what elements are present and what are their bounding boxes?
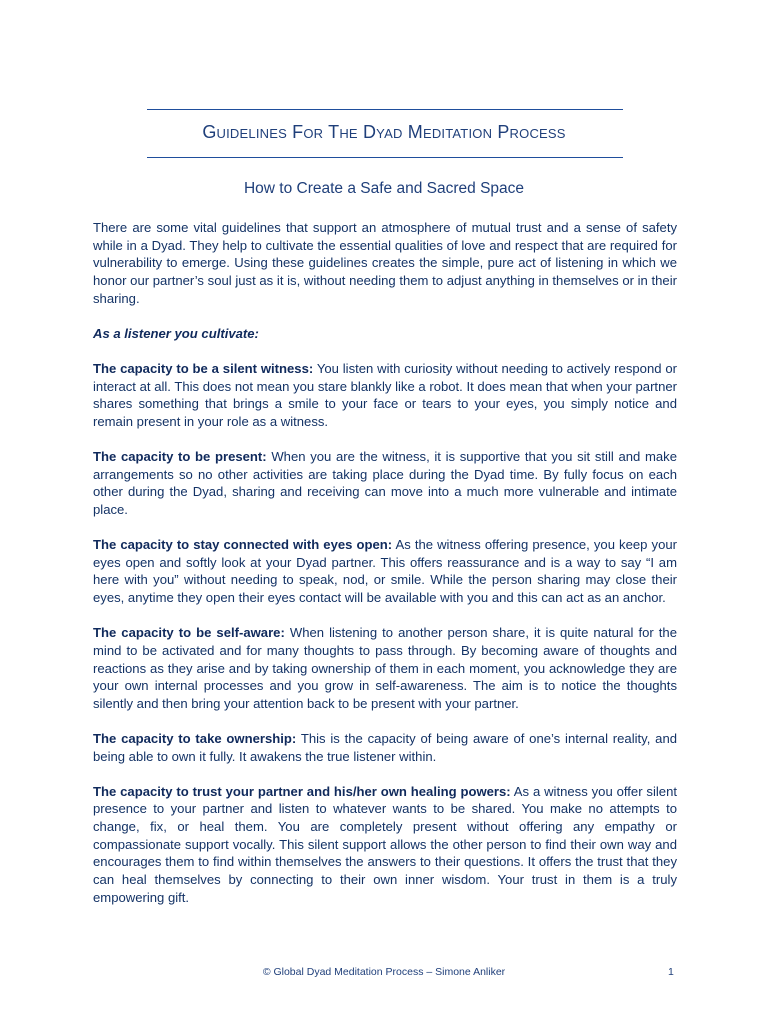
page-number: 1	[668, 966, 674, 978]
guideline-lead: The capacity to trust your partner and his/her own healing powers:	[93, 783, 511, 799]
guideline-paragraph-present	[93, 448, 677, 519]
guideline-paragraph-eyes-open	[93, 536, 677, 607]
guideline-text: You listen with curiosity without needing to actively respond or interact at all. This does not mean you stare blankly like a robot. It does mean that when your partner shares something that brings a smile to your face or tears to your eyes, you simply notice and remain present in your role as a witness.	[93, 360, 677, 429]
guideline-lead: The capacity to be self-aware:	[93, 625, 285, 641]
guideline-lead: The capacity to be a silent witness:	[93, 360, 314, 376]
guideline-text: When listening to another person share, it is quite natural for the mind to be activated and for many thoughts to pass through. By becoming aware of thoughts and reactions as they arise and by taking ownership of them in each moment, you acknowledge they are your own internal processes and you grow in self-awareness. The aim is to notice the thoughts silently and then bring your attention back to be present with your partner.	[93, 625, 677, 711]
title-top-rule	[147, 109, 623, 110]
guideline-paragraph-trust	[93, 783, 677, 907]
guideline-text: When you are the witness, it is supportive that you sit still and make arrangements so no other activities are taking place during the Dyad time. By fully focus on each other during the Dyad, sharing and receiving can move into a much more vulnerable and intimate place.	[93, 448, 677, 518]
guideline-paragraph-ownership	[93, 730, 677, 765]
section-heading-paragraph	[93, 325, 677, 343]
guideline-lead: The capacity to stay connected with eyes open:	[93, 537, 393, 553]
guideline-text: As a witness you offer silent presence to your partner and listen to whatever wants to be shared. You make no attempts to change, fix, or heal them. You are completely present without offering any empathy or compassionate support vocally. This silent support allows the other person to find their own way and encourages them to find within themselves the answers to their questions. It offers the trust that they can heal themselves by connecting to their own inner wisdom. Your trust in them is a truly empowering gift.	[93, 783, 677, 905]
intro-paragraph: There are some vital guidelines that support an atmosphere of mutual trust and a sense of safety while in a Dyad. They help to cultivate the essential qualities of love and respect that are required for vulnerability to emerge. Using these guidelines creates the simple, pure act of listening in which we honor our partner’s soul just as it is, without needing them to adjust anything in themselves or in their sharing.	[93, 220, 677, 306]
guideline-lead: The capacity to be present:	[93, 448, 267, 464]
page-footer: © Global Dyad Meditation Process – Simone Anliker	[262, 966, 506, 978]
title-bottom-rule	[147, 157, 623, 158]
guideline-paragraph-silent-witness	[93, 360, 677, 431]
guideline-text: This is the capacity of being aware of one’s internal reality, and being able to own it fully. It awakens the true listener within.	[93, 730, 678, 764]
guideline-paragraph-self-aware	[93, 624, 677, 713]
document-title: Guidelines For The Dyad Meditation Process	[202, 122, 566, 142]
guideline-lead: The capacity to take ownership:	[93, 730, 297, 746]
guideline-text: As the witness offering presence, you keep your eyes open and softly look at your Dyad partner. This offers reassurance and is a way to say “I am here with you” without needing to speak, nod, or smile. While the person sharing may close their eyes, anytime they open their eyes contact will be available with you and this can act as an anchor.	[93, 537, 677, 606]
document-subtitle: How to Create a Safe and Sacred Space	[243, 180, 525, 197]
document-body	[93, 219, 677, 924]
section-heading: As a listener you cultivate:	[93, 325, 259, 341]
